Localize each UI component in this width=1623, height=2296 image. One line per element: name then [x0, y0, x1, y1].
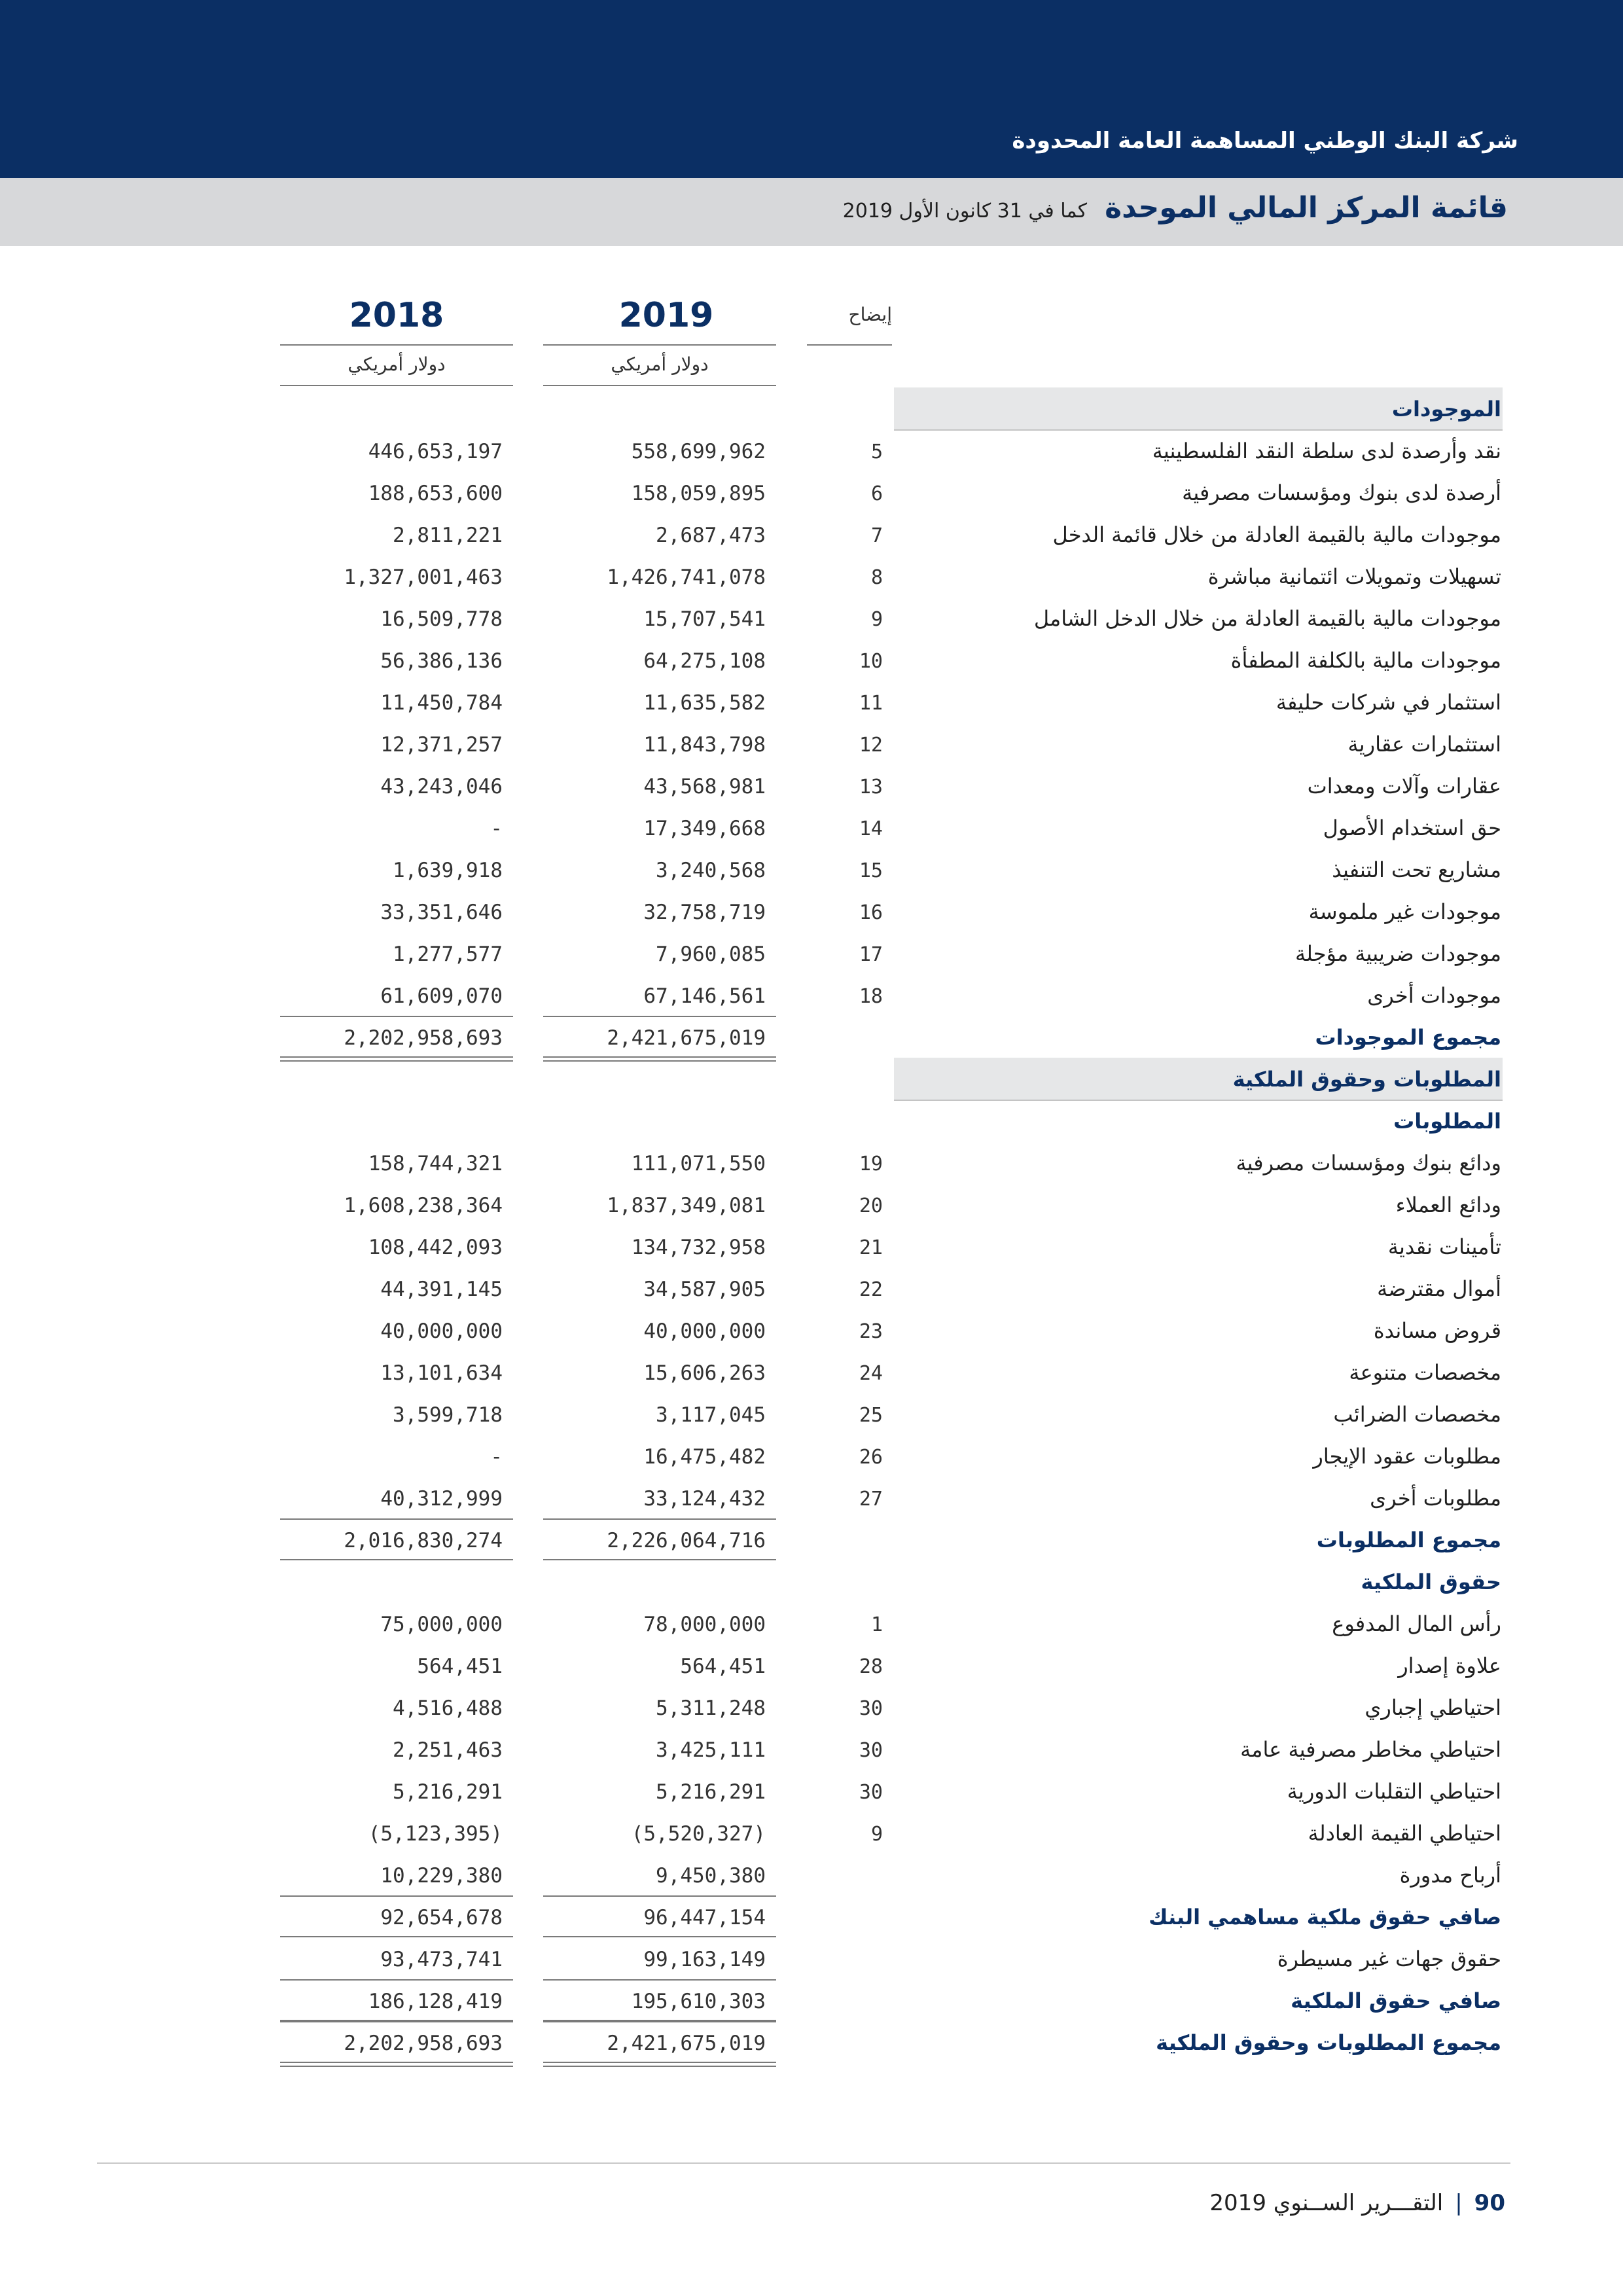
value-2019: 134,732,958 [631, 1236, 766, 1259]
value-2019: 67,146,561 [643, 984, 766, 1008]
row-label: حقوق الملكية [1361, 1570, 1501, 1594]
value-2019: 15,707,541 [643, 607, 766, 631]
row-label: المطلوبات [1393, 1109, 1501, 1134]
row-note: 26 [859, 1446, 883, 1469]
subtotal-rule [543, 1979, 776, 1981]
value-2018: 1,608,238,364 [344, 1194, 503, 1217]
value-2018: 11,450,784 [380, 691, 503, 715]
row-note: 19 [859, 1153, 883, 1175]
total-row [0, 2021, 1623, 2063]
row-label: موجودات مالية بالقيمة العادلة من خلال قائمة الدخل [1052, 522, 1501, 547]
total-row [0, 1518, 1623, 1560]
row-label: مجموع الموجودات [1315, 1025, 1501, 1050]
subtotal-rule [280, 1518, 513, 1520]
value-2018: 13,101,634 [380, 1361, 503, 1385]
value-2019: (5,520,327) [631, 1822, 766, 1846]
value-2018: 10,229,380 [380, 1864, 503, 1888]
row-note: 23 [859, 1320, 883, 1343]
row-note: 25 [859, 1404, 883, 1427]
value-2018: 75,000,000 [380, 1613, 503, 1636]
row-label: أرباح مدورة [1399, 1863, 1501, 1888]
table-row [0, 723, 1623, 764]
row-label: موجودات غير ملموسة [1308, 899, 1501, 924]
row-note: 13 [859, 776, 883, 798]
table-row [0, 1309, 1623, 1351]
row-label: نقد وأرصدة لدى سلطة النقد الفلسطينية [1152, 439, 1501, 463]
value-2019: 2,226,064,716 [607, 1529, 766, 1552]
year-2019-header: 2019 [618, 296, 714, 335]
value-2018: 158,744,321 [368, 1152, 503, 1175]
value-2018: 4,516,488 [393, 1696, 503, 1720]
table-row [0, 555, 1623, 597]
row-label: أرصدة لدى بنوك ومؤسسات مصرفية [1182, 480, 1501, 505]
value-2019: 9,450,380 [656, 1864, 766, 1888]
total-row [0, 1016, 1623, 1058]
footer-separator: | [1455, 2190, 1463, 2216]
value-2018: 2,811,221 [393, 524, 503, 547]
value-2019: 64,275,108 [643, 649, 766, 673]
row-note: 11 [859, 692, 883, 715]
row-label: مجموع المطلوبات [1316, 1528, 1501, 1552]
row-label: الموجودات [1391, 397, 1501, 422]
value-2019: 3,425,111 [656, 1738, 766, 1762]
row-label: موجودات أخرى [1367, 983, 1501, 1008]
row-label: ودائع العملاء [1395, 1193, 1501, 1217]
row-label: احتياطي مخاطر مصرفية عامة [1240, 1737, 1501, 1762]
value-2018: 43,243,046 [380, 775, 503, 798]
table-row [0, 471, 1623, 513]
value-2018: 1,277,577 [393, 942, 503, 966]
value-2019: 158,059,895 [631, 482, 766, 505]
row-label: أموال مقترضة [1377, 1276, 1501, 1301]
table-row [0, 848, 1623, 890]
value-2019: 1,837,349,081 [607, 1194, 766, 1217]
row-note: 17 [859, 943, 883, 966]
row-label: مجموع المطلوبات وحقوق الملكية [1156, 2030, 1501, 2055]
table-row [0, 1770, 1623, 1812]
total-row [0, 1895, 1623, 1937]
value-2018: 40,000,000 [380, 1319, 503, 1343]
table-row [0, 513, 1623, 555]
value-2019: 34,587,905 [643, 1278, 766, 1301]
value-2018: 33,351,646 [380, 901, 503, 924]
value-2019: 40,000,000 [643, 1319, 766, 1343]
value-2019: 16,475,482 [643, 1445, 766, 1469]
value-2018: - [490, 1445, 503, 1469]
value-2018: 564,451 [417, 1655, 503, 1678]
total-row [0, 1979, 1623, 2021]
row-label: رأس المال المدفوع [1332, 1611, 1501, 1636]
value-2019: 7,960,085 [656, 942, 766, 966]
row-label: مخصصات متنوعة [1349, 1360, 1501, 1385]
table-row [0, 1225, 1623, 1267]
row-label: استثمار في شركات حليفة [1275, 690, 1501, 715]
row-note: 27 [859, 1488, 883, 1511]
value-2019: 43,568,981 [643, 775, 766, 798]
row-note: 5 [870, 440, 883, 463]
row-label: استثمارات عقارية [1347, 732, 1501, 757]
table-row [0, 890, 1623, 932]
row-label: ودائع بنوك ومؤسسات مصرفية [1236, 1151, 1501, 1175]
row-note: 9 [870, 1823, 883, 1846]
section-header-row [0, 387, 1623, 429]
value-2019: 96,447,154 [643, 1906, 766, 1929]
row-note: 20 [859, 1194, 883, 1217]
row-note: 14 [859, 817, 883, 840]
subsection-header-row [0, 1100, 1623, 1141]
value-2018: - [490, 817, 503, 840]
table-row [0, 1728, 1623, 1770]
report-title: التقـــرير الســنوي 2019 [1209, 2190, 1444, 2216]
row-note: 30 [859, 1739, 883, 1762]
table-row [0, 1854, 1623, 1895]
value-2019: 2,421,675,019 [607, 2032, 766, 2055]
value-2018: 61,609,070 [380, 984, 503, 1008]
row-note: 8 [870, 566, 883, 589]
value-2019: 32,758,719 [643, 901, 766, 924]
table-row [0, 639, 1623, 681]
value-2019: 17,349,668 [643, 817, 766, 840]
table-row [0, 932, 1623, 974]
row-label: موجودات مالية بالكلفة المطفأة [1230, 648, 1501, 673]
value-2018: 2,202,958,693 [344, 2032, 503, 2055]
row-label: حق استخدام الأصول [1323, 816, 1501, 840]
value-2018: 188,653,600 [368, 482, 503, 505]
table-row [0, 1812, 1623, 1854]
table-row [0, 1141, 1623, 1183]
page-number: 90 [1474, 2190, 1505, 2216]
value-2018: 44,391,145 [380, 1278, 503, 1301]
subtotal-rule [543, 1895, 776, 1897]
row-note: 16 [859, 901, 883, 924]
double-total-rule [280, 2066, 513, 2067]
value-2019: 558,699,962 [631, 440, 766, 463]
row-label: موجودات مالية بالقيمة العادلة من خلال الدخل الشامل [1033, 606, 1501, 631]
value-2019: 3,240,568 [656, 859, 766, 882]
subtotal-rule [543, 2021, 776, 2022]
row-note: 12 [859, 734, 883, 757]
row-note: 1 [870, 1613, 883, 1636]
row-label: احتياطي التقلبات الدورية [1287, 1779, 1501, 1804]
value-2018: 2,251,463 [393, 1738, 503, 1762]
table-row [0, 1644, 1623, 1686]
note-column-header: إيضاح [848, 304, 892, 325]
value-2019: 5,311,248 [656, 1696, 766, 1720]
subtotal-rule [543, 1016, 776, 1017]
table-row [0, 681, 1623, 723]
value-2018: 92,654,678 [380, 1906, 503, 1929]
row-label: عقارات وآلات ومعدات [1307, 774, 1501, 798]
row-label: احتياطي القيمة العادلة [1308, 1821, 1501, 1846]
row-note: 6 [870, 482, 883, 505]
row-note: 7 [870, 524, 883, 547]
table-row [0, 974, 1623, 1016]
total-rule [280, 2062, 513, 2063]
table-row [0, 1393, 1623, 1435]
row-note: 28 [859, 1655, 883, 1678]
table-row [0, 1267, 1623, 1309]
value-2019: 111,071,550 [631, 1152, 766, 1175]
row-label: مطلوبات عقود الإيجار [1313, 1444, 1501, 1469]
table-row [0, 1183, 1623, 1225]
value-2018: 56,386,136 [380, 649, 503, 673]
company-name: شركة البنك الوطني المساهمة العامة المحدودة [1012, 128, 1518, 154]
subsection-header-row [0, 1560, 1623, 1602]
row-note: 9 [870, 608, 883, 631]
row-note: 22 [859, 1278, 883, 1301]
row-label: مخصصات الضرائب [1333, 1402, 1501, 1427]
value-2018: 93,473,741 [380, 1948, 503, 1971]
value-2018: 12,371,257 [380, 733, 503, 757]
row-label: موجودات ضريبية مؤجلة [1295, 941, 1501, 966]
table-row [0, 1435, 1623, 1477]
value-2018: 5,216,291 [393, 1780, 503, 1804]
row-note: 18 [859, 985, 883, 1008]
value-2019: 15,606,263 [643, 1361, 766, 1385]
value-2019: 11,635,582 [643, 691, 766, 715]
table-row [0, 1351, 1623, 1393]
row-label: تسهيلات وتمويلات ائتمانية مباشرة [1207, 564, 1501, 589]
table-row [0, 1686, 1623, 1728]
row-note: 24 [859, 1362, 883, 1385]
row-label: صافي حقوق ملكية مساهمي البنك [1149, 1905, 1501, 1929]
value-2018: 108,442,093 [368, 1236, 503, 1259]
value-2018: 1,327,001,463 [344, 565, 503, 589]
subtotal-rule [280, 2021, 513, 2022]
value-2019: 1,426,741,078 [607, 565, 766, 589]
value-2019: 3,117,045 [656, 1403, 766, 1427]
page-footer [1209, 2190, 1505, 2216]
subtotal-rule [280, 1016, 513, 1017]
table-row [0, 597, 1623, 639]
value-2019: 99,163,149 [643, 1948, 766, 1971]
table-row [0, 1602, 1623, 1644]
row-label: تأمينات نقدية [1387, 1234, 1501, 1259]
row-note: 30 [859, 1781, 883, 1804]
statement-title-date: كما في 31 كانون الأول 2019 [842, 200, 1088, 223]
total-rule [543, 2062, 776, 2063]
subtotal-rule [280, 1895, 513, 1897]
value-2018: 3,599,718 [393, 1403, 503, 1427]
value-2019: 5,216,291 [656, 1780, 766, 1804]
row-note: 15 [859, 859, 883, 882]
value-2019: 564,451 [680, 1655, 766, 1678]
double-total-rule [543, 2066, 776, 2067]
row-label: حقوق جهات غير مسيطرة [1277, 1946, 1501, 1971]
value-2019: 78,000,000 [643, 1613, 766, 1636]
table-row [0, 1477, 1623, 1518]
row-label: قروض مساندة [1373, 1318, 1501, 1343]
subtotal-rule [280, 1979, 513, 1981]
subtotal-rule [543, 1518, 776, 1520]
value-2018: 16,509,778 [380, 607, 503, 631]
statement-title-main: قائمة المركز المالي الموحدة [1105, 191, 1508, 224]
row-note: 30 [859, 1697, 883, 1720]
section-header-row [0, 1058, 1623, 1100]
row-label: مشاريع تحت التنفيذ [1332, 857, 1501, 882]
currency-2018: دولار أمريكي [348, 353, 446, 375]
value-2018: 2,016,830,274 [344, 1529, 503, 1552]
table-row [0, 1937, 1623, 1979]
value-2018: 40,312,999 [380, 1487, 503, 1511]
footer-rule [97, 2162, 1510, 2164]
row-note: 10 [859, 650, 883, 673]
row-label: احتياطي إجباري [1364, 1695, 1501, 1720]
row-label: علاوة إصدار [1398, 1653, 1501, 1678]
value-2019: 2,687,473 [656, 524, 766, 547]
value-2018: (5,123,395) [368, 1822, 503, 1846]
table-row [0, 429, 1623, 471]
table-row [0, 806, 1623, 848]
row-label: مطلوبات أخرى [1370, 1486, 1501, 1511]
value-2018: 2,202,958,693 [344, 1026, 503, 1050]
value-2018: 446,653,197 [368, 440, 503, 463]
value-2019: 195,610,303 [631, 1990, 766, 2013]
value-2019: 2,421,675,019 [607, 1026, 766, 1050]
row-label: المطلوبات وحقوق الملكية [1232, 1067, 1501, 1092]
value-2018: 1,639,918 [393, 859, 503, 882]
value-2019: 11,843,798 [643, 733, 766, 757]
table-row [0, 764, 1623, 806]
year-2018-header: 2018 [349, 296, 444, 335]
value-2019: 33,124,432 [643, 1487, 766, 1511]
row-label: صافي حقوق الملكية [1291, 1988, 1501, 2013]
currency-2019: دولار أمريكي [611, 353, 709, 375]
value-2018: 186,128,419 [368, 1990, 503, 2013]
row-note: 21 [859, 1236, 883, 1259]
